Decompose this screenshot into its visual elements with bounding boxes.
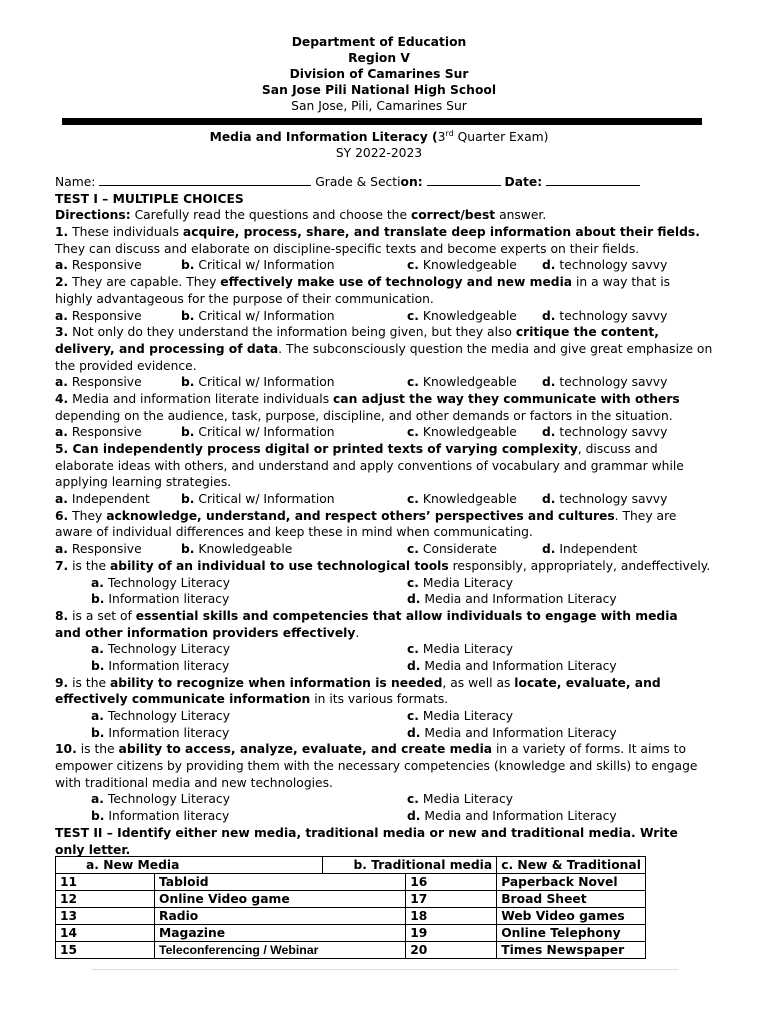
- header-division: Division of Camarines Sur: [289, 67, 469, 81]
- q3-text: Not only do they understand the information being given, but they also: [68, 325, 516, 340]
- q2-choices: [55, 308, 707, 325]
- header-dept: Department of Education: [291, 35, 467, 49]
- choice-c[interactable]: c. Knowledgeable: [407, 492, 517, 507]
- item-number: 12: [56, 891, 155, 908]
- directions-label: Directions:: [55, 208, 131, 223]
- test2-heading-line2: only letter.: [55, 842, 131, 857]
- choice-a[interactable]: a. Responsive: [55, 258, 142, 273]
- item-number: 13: [56, 908, 155, 925]
- q10-emphasis: ability to access, analyze, evaluate, and create media: [118, 742, 493, 757]
- name-blank[interactable]: [99, 174, 311, 186]
- choice-c[interactable]: c. Knowledgeable: [407, 258, 517, 273]
- choice-c[interactable]: c. Considerate: [407, 542, 497, 557]
- table-row: [56, 891, 646, 908]
- footer-divider: [92, 969, 678, 970]
- q9-line2: [55, 691, 707, 708]
- q9-text: is the: [68, 675, 110, 690]
- q8-text: is a set of: [68, 608, 136, 623]
- q1-text: These individuals: [68, 225, 183, 240]
- directions-text: Carefully read the questions and choose the: [130, 208, 411, 223]
- choice-c[interactable]: c. Knowledgeable: [407, 375, 517, 390]
- q8-emphasis-2: and other information providers effectively: [55, 625, 356, 640]
- q7-number: 7.: [55, 558, 69, 573]
- q4-choices: [55, 424, 707, 441]
- q4-line2: depending on the audience, task, purpose, discipline, and other demands or factors in the situation.: [55, 408, 673, 423]
- q10-line3: with traditional media and new technologies.: [55, 775, 333, 790]
- q6-emphasis: acknowledge, understand, and respect others’ perspectives and cultures: [106, 508, 615, 523]
- q3-line2: [55, 341, 713, 358]
- q7-text-end: responsibly, appropriately, andeffectively.: [448, 558, 711, 573]
- item-name: Magazine: [155, 925, 406, 942]
- q1-number: 1.: [55, 225, 69, 240]
- item-name: Paperback Novel: [497, 874, 646, 891]
- q10-choices-row2: [55, 808, 707, 825]
- q3-emphasis-2: delivery, and processing of data: [55, 341, 279, 356]
- choice-a[interactable]: a. Responsive: [55, 542, 142, 557]
- name-label: Name:: [55, 175, 96, 189]
- item-name: Radio: [155, 908, 406, 925]
- question-4: [55, 391, 707, 408]
- choice-a[interactable]: a. Responsive: [55, 308, 142, 323]
- title-subject: Media and Information Literacy (: [209, 130, 438, 144]
- choice-a[interactable]: a. Technology Literacy: [91, 709, 230, 723]
- q2-text: They are capable. They: [68, 275, 221, 290]
- choice-d[interactable]: d. Media and Information Literacy: [407, 658, 617, 673]
- q6-number: 6.: [55, 508, 69, 523]
- q6-text: They: [68, 508, 107, 523]
- choice-d[interactable]: d. technology savvy: [542, 308, 668, 323]
- item-name: Online Video game: [155, 891, 406, 908]
- item-name: Broad Sheet: [497, 891, 646, 908]
- q5-line3: applying learning strategies.: [55, 475, 232, 490]
- choice-a[interactable]: a. Responsive: [55, 375, 142, 390]
- q5-number: 5.: [55, 442, 69, 456]
- grade-section-blank[interactable]: [427, 174, 501, 186]
- choice-c[interactable]: c. Media Literacy: [407, 792, 514, 807]
- item-name: Teleconferencing / Webinar: [155, 942, 406, 959]
- q2-line2: highly advantageous for the purpose of their communication.: [55, 291, 434, 306]
- q5-emphasis: Can independently process digital or printed texts of varying complexity: [68, 442, 578, 456]
- q10-text: is the: [76, 742, 119, 757]
- header-new-traditional: c. New & Traditional: [497, 857, 646, 874]
- header-region: Region V: [348, 51, 410, 65]
- header-address: San Jose, Pili, Camarines Sur: [291, 99, 467, 113]
- question-3: [55, 324, 707, 341]
- item-name: Web Video games: [497, 908, 646, 925]
- item-number: 18: [406, 908, 497, 925]
- q8-choices-row1: [55, 641, 707, 658]
- table-row: [56, 908, 646, 925]
- test1-heading: TEST I – MULTIPLE CHOICES: [55, 191, 244, 206]
- q4-number: 4.: [55, 391, 69, 406]
- choice-b[interactable]: b. Information literacy: [91, 725, 230, 740]
- q9-text-2: in its various formats.: [310, 692, 449, 707]
- choice-b[interactable]: b. Knowledgeable: [181, 542, 293, 557]
- item-name: Tabloid: [155, 874, 406, 891]
- q9-emphasis-b: locate, evaluate, and: [514, 675, 661, 690]
- header-traditional-media: b. Traditional media: [323, 857, 497, 874]
- q10-number: 10.: [55, 742, 77, 757]
- choice-c[interactable]: c. Media Literacy: [407, 709, 514, 723]
- q3-choices: [55, 374, 707, 391]
- q1-choices: [55, 257, 707, 274]
- item-number: 17: [406, 891, 497, 908]
- header-rule: [62, 118, 702, 125]
- choice-a[interactable]: a. Independent: [55, 492, 150, 507]
- q8-choices-row2: [55, 658, 707, 675]
- choice-c[interactable]: c. Media Literacy: [407, 642, 514, 657]
- q6-text-end: . They are: [614, 508, 677, 523]
- item-number: 15: [56, 942, 155, 959]
- choice-d[interactable]: d. technology savvy: [542, 258, 668, 273]
- question-10: [55, 741, 707, 758]
- question-9: [55, 675, 707, 692]
- q5-choices: [55, 491, 707, 508]
- question-7: [55, 558, 711, 575]
- choice-d[interactable]: d. Media and Information Literacy: [407, 592, 617, 607]
- q4-emphasis: can adjust the way they communicate with others: [333, 391, 680, 406]
- table-row: [56, 942, 646, 959]
- item-number: 11: [56, 874, 155, 891]
- date-label: Date:: [504, 175, 543, 189]
- q4-text: Media and information literate individuals: [68, 391, 334, 406]
- title-exam: Quarter Exam): [453, 130, 549, 144]
- question-8: [55, 608, 707, 625]
- q2-text-end: in a way that is: [572, 275, 671, 290]
- q7-choices-row1: [55, 575, 707, 592]
- title-ordinal-sup: rd: [445, 128, 454, 138]
- directions-end: answer.: [495, 208, 547, 223]
- q3-text-2: . The subconsciously question the media and give great emphasize on: [278, 341, 713, 356]
- choice-d[interactable]: d. technology savvy: [542, 492, 668, 507]
- choice-b[interactable]: b. Critical w/ Information: [181, 375, 335, 390]
- q10-line2: empower citizens by providing them with the necessary competencies (knowledge and skills) to engage: [55, 759, 698, 774]
- q9-text-mid: , as well as: [442, 675, 515, 690]
- choice-c[interactable]: c. Media Literacy: [407, 575, 514, 590]
- test2-table: [55, 856, 646, 959]
- choice-b[interactable]: b. Critical w/ Information: [181, 492, 335, 507]
- q1-line2: They can discuss and elaborate on discipline-specific texts and become experts on their fields.: [55, 241, 640, 256]
- q7-choices-row2: [55, 591, 707, 608]
- student-info-line: [55, 174, 707, 191]
- q7-emphasis: ability of an individual to use technological tools: [109, 558, 449, 573]
- q2-number: 2.: [55, 275, 69, 290]
- test2-heading-line1: TEST II – Identify either new media, traditional media or new and traditional media. Write: [55, 825, 678, 840]
- question-5: [55, 441, 707, 458]
- q10-text-end: in a variety of forms. It aims to: [492, 742, 687, 757]
- q8-number: 8.: [55, 608, 69, 623]
- choice-c[interactable]: c. Knowledgeable: [407, 425, 517, 440]
- question-6: [55, 508, 707, 525]
- q3-number: 3.: [55, 325, 69, 340]
- header-new-media: a. New Media: [56, 857, 323, 874]
- table-row: [56, 874, 646, 891]
- exam-content: [55, 174, 713, 858]
- school-header: [0, 34, 758, 114]
- choice-d[interactable]: d. technology savvy: [542, 375, 668, 390]
- choice-a[interactable]: a. Technology Literacy: [91, 642, 230, 657]
- choice-d[interactable]: d. Media and Information Literacy: [407, 809, 617, 824]
- q7-text: is the: [68, 558, 110, 573]
- choice-b[interactable]: b. Information literacy: [91, 809, 230, 824]
- choice-b[interactable]: b. Critical w/ Information: [181, 425, 335, 440]
- q9-emphasis: ability to recognize when information is needed: [109, 675, 443, 690]
- choice-d[interactable]: d. technology savvy: [542, 425, 668, 440]
- item-number: 20: [406, 942, 497, 959]
- choice-b[interactable]: b. Information literacy: [91, 658, 230, 673]
- choice-a[interactable]: a. Technology Literacy: [91, 575, 230, 590]
- table-row: [56, 925, 646, 942]
- grade-section-label-b: on:: [400, 175, 423, 189]
- choice-d[interactable]: d. Independent: [542, 542, 638, 557]
- choice-c[interactable]: c. Knowledgeable: [407, 308, 517, 323]
- exam-title: [0, 129, 758, 161]
- grade-section-label-a: Grade & Secti: [315, 175, 401, 189]
- question-1: [55, 224, 707, 241]
- header-school: San Jose Pili National High School: [261, 83, 497, 97]
- q6-line2: aware of individual differences and keep these in mind when communicating.: [55, 525, 533, 540]
- choice-a[interactable]: a. Responsive: [55, 425, 142, 440]
- q8-emphasis: essential skills and competencies that allow individuals to engage with media: [135, 608, 678, 623]
- q5-line2: elaborate ideas with others, and understand and apply conventions of vocabulary and grammar while: [55, 458, 684, 473]
- q3-line3: the provided evidence.: [55, 358, 197, 373]
- choice-b[interactable]: b. Critical w/ Information: [181, 258, 335, 273]
- item-name: Times Newspaper: [497, 942, 646, 959]
- q10-choices-row1: [55, 791, 707, 808]
- q1-emphasis: acquire, process, share, and translate deep information about their fields.: [182, 225, 700, 240]
- q5-text-end: , discuss and: [577, 442, 658, 456]
- item-name: Online Telephony: [497, 925, 646, 942]
- q3-emphasis: critique the content,: [515, 325, 659, 340]
- q9-emphasis-2: effectively communicate information: [55, 692, 311, 707]
- test2-header-row: [56, 857, 646, 874]
- school-year: SY 2022-2023: [335, 146, 423, 160]
- q9-choices-row1: [55, 708, 707, 725]
- q9-choices-row2: [55, 725, 707, 742]
- q8-line2: [55, 625, 707, 642]
- date-blank[interactable]: [546, 174, 640, 186]
- item-number: 14: [56, 925, 155, 942]
- item-number: 19: [406, 925, 497, 942]
- title-ordinal: 3: [437, 130, 446, 144]
- q2-emphasis: effectively make use of technology and new media: [220, 275, 573, 290]
- choice-d[interactable]: d. Media and Information Literacy: [407, 725, 617, 740]
- q6-choices: [55, 541, 707, 558]
- q9-number: 9.: [55, 675, 69, 690]
- directions-emphasis: correct/best: [410, 208, 496, 223]
- choice-a[interactable]: a. Technology Literacy: [91, 792, 230, 807]
- choice-b[interactable]: b. Information literacy: [91, 592, 230, 607]
- question-2: [55, 274, 707, 291]
- choice-b[interactable]: b. Critical w/ Information: [181, 308, 335, 323]
- q8-text-2: .: [355, 625, 360, 640]
- item-number: 16: [406, 874, 497, 891]
- directions: [55, 207, 707, 224]
